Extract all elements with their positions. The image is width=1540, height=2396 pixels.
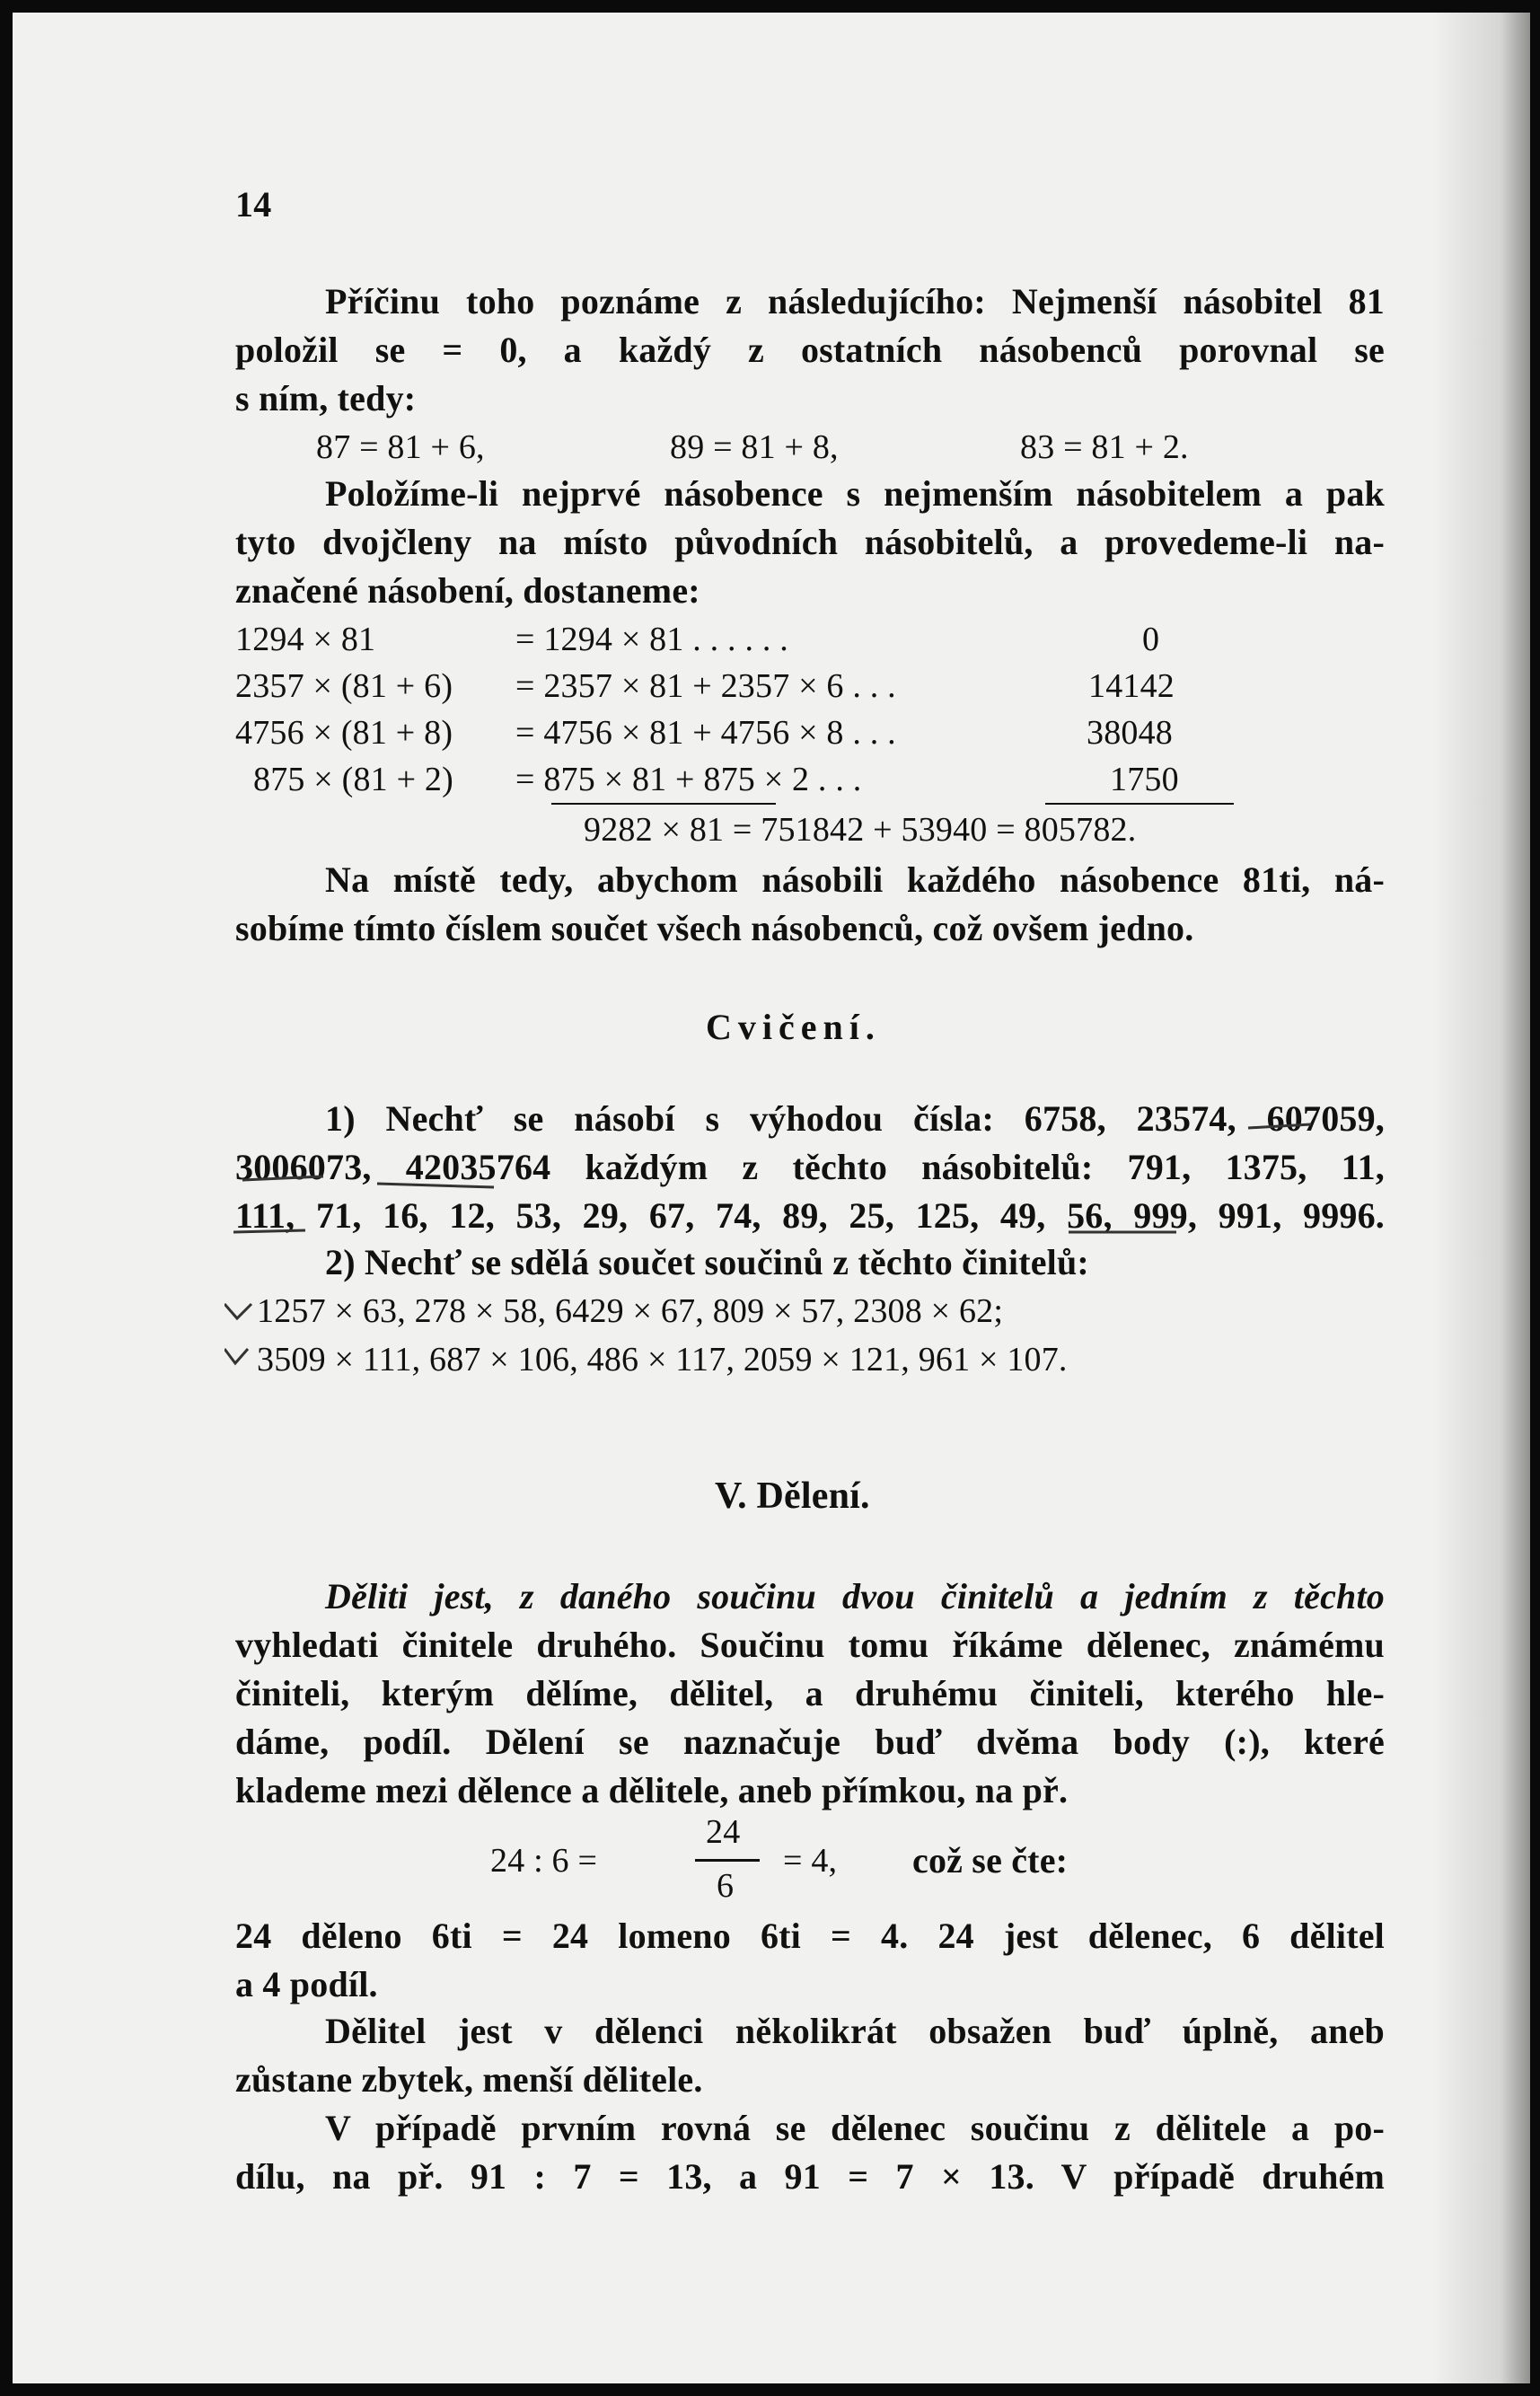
calc-row-1-mid: = 1294 × 81 . . . . . .	[515, 621, 788, 658]
para3-line1: Na místě tedy, abychom násobili každého násobence 81ti, ná-	[325, 859, 1385, 900]
para2-line1: Položíme-li nejprvé násobence s nejmenším násobitelem a pak	[325, 473, 1385, 514]
book-page	[13, 13, 1530, 2383]
pencil-underline-2	[242, 1176, 323, 1180]
para1-line2: položil se = 0, a každý z ostatních násobenců porovnal se	[235, 330, 1385, 370]
para4-line2: zůstane zbytek, menší dělitele.	[235, 2059, 703, 2100]
calc-row-2-left: 2357 × (81 + 6)	[235, 667, 453, 705]
division-result: = 4,	[783, 1842, 838, 1880]
definition-line5: klademe mezi dělence a dělitele, aneb přímkou, na př.	[235, 1770, 1069, 1810]
pencil-check-1	[224, 1304, 251, 1318]
para1-line3: s ním, tedy:	[235, 378, 417, 418]
exercise1-line3: 111, 71, 16, 12, 53, 29, 67, 74, 89, 25, 125, 49, 56, 999, 991, 9996.	[235, 1195, 1385, 1236]
exercise-heading: Cvičení.	[706, 1007, 881, 1047]
calc-row-1-right: 0	[1142, 621, 1160, 658]
definition-line2: vyhledati činitele druhého. Součinu tomu říkáme dělenec, známému	[235, 1625, 1385, 1665]
pencil-check-2	[224, 1349, 248, 1363]
calc-row-4-left: 875 × (81 + 2)	[253, 761, 453, 798]
calc-row-3-mid: = 4756 × 81 + 4756 × 8 . . .	[515, 714, 896, 752]
para4-line1: Dělitel jest v dělenci několikrát obsažen buď úplně, aneb	[325, 2011, 1385, 2051]
division-read-as: což se čte:	[912, 1840, 1069, 1881]
pencil-annotations	[224, 1083, 1392, 1388]
exercise1-line1: 1) Nechť se násobí s výhodou čísla: 6758, 23574, 607059,	[325, 1098, 1385, 1139]
pencil-underline-3	[377, 1184, 494, 1187]
pencil-underline-4	[233, 1230, 305, 1232]
pencil-underline-1	[1248, 1124, 1311, 1128]
calc-row-1-left: 1294 × 81	[235, 621, 376, 658]
para5-line2: dílu, na př. 91 : 7 = 13, a 91 = 7 × 13. V případě druhém	[235, 2156, 1385, 2197]
calc-row-2-right: 14142	[1088, 667, 1175, 705]
equation-1: 87 = 81 + 6,	[316, 428, 485, 466]
para3-line2: sobíme tímto číslem součet všech násobenců, což ovšem jedno.	[235, 908, 1194, 948]
division-read-line2: a 4 podíl.	[235, 1964, 378, 2004]
definition-line4: dáme, podíl. Dělení se naznačuje buď dvěma body (:), které	[235, 1722, 1385, 1762]
calc-total: 9282 × 81 = 751842 + 53940 = 805782.	[584, 811, 1137, 849]
fraction-numerator: 24	[706, 1813, 741, 1851]
para2-line2: tyto dvojčleny na místo původních násobitelů, a provedeme-li na-	[235, 522, 1385, 562]
equation-3: 83 = 81 + 2.	[1020, 428, 1189, 466]
division-read-line1: 24 děleno 6ti = 24 lomeno 6ti = 4. 24 jest dělenec, 6 dělitel	[235, 1916, 1385, 1956]
sum-rule-left	[551, 803, 776, 805]
fraction-bar	[695, 1859, 760, 1862]
section-heading: V. Dělení.	[715, 1475, 870, 1517]
equation-2: 89 = 81 + 8,	[670, 428, 839, 466]
calc-row-2-mid: = 2357 × 81 + 2357 × 6 . . .	[515, 667, 896, 705]
para2-line3: značené násobení, dostaneme:	[235, 570, 700, 611]
page-number: 14	[235, 184, 272, 225]
exercise1-line2: 3006073, 42035764 každým z těchto násobitelů: 791, 1375, 11,	[235, 1147, 1385, 1187]
calc-row-3-left: 4756 × (81 + 8)	[235, 714, 453, 752]
definition-line3: činiteli, kterým dělíme, dělitel, a druhému činiteli, kterého hle-	[235, 1673, 1385, 1713]
para1-line1: Příčinu toho poznáme z následujícího: Nejmenší násobitel 81	[325, 281, 1385, 322]
exercise2-line3: 3509 × 111, 687 × 106, 486 × 117, 2059 × 121, 961 × 107.	[257, 1341, 1068, 1379]
definition-line1: Děliti jest, z daného součinu dvou činitelů a jedním z těchto	[325, 1576, 1385, 1616]
fraction-denominator: 6	[717, 1867, 735, 1905]
sum-rule-right	[1045, 803, 1234, 805]
exercise2-line1: 2) Nechť se sdělá součet součinů z těchto činitelů:	[325, 1242, 1089, 1282]
para5-line1: V případě prvním rovná se dělenec součinu z dělitele a po-	[325, 2108, 1385, 2148]
calc-row-4-right: 1750	[1110, 761, 1179, 798]
exercise2-line2: 1257 × 63, 278 × 58, 6429 × 67, 809 × 57, 2308 × 62;	[257, 1292, 1004, 1330]
division-left: 24 : 6 =	[490, 1842, 598, 1880]
calc-row-4-mid: = 875 × 81 + 875 × 2 . . .	[515, 761, 862, 798]
calc-row-3-right: 38048	[1087, 714, 1173, 752]
